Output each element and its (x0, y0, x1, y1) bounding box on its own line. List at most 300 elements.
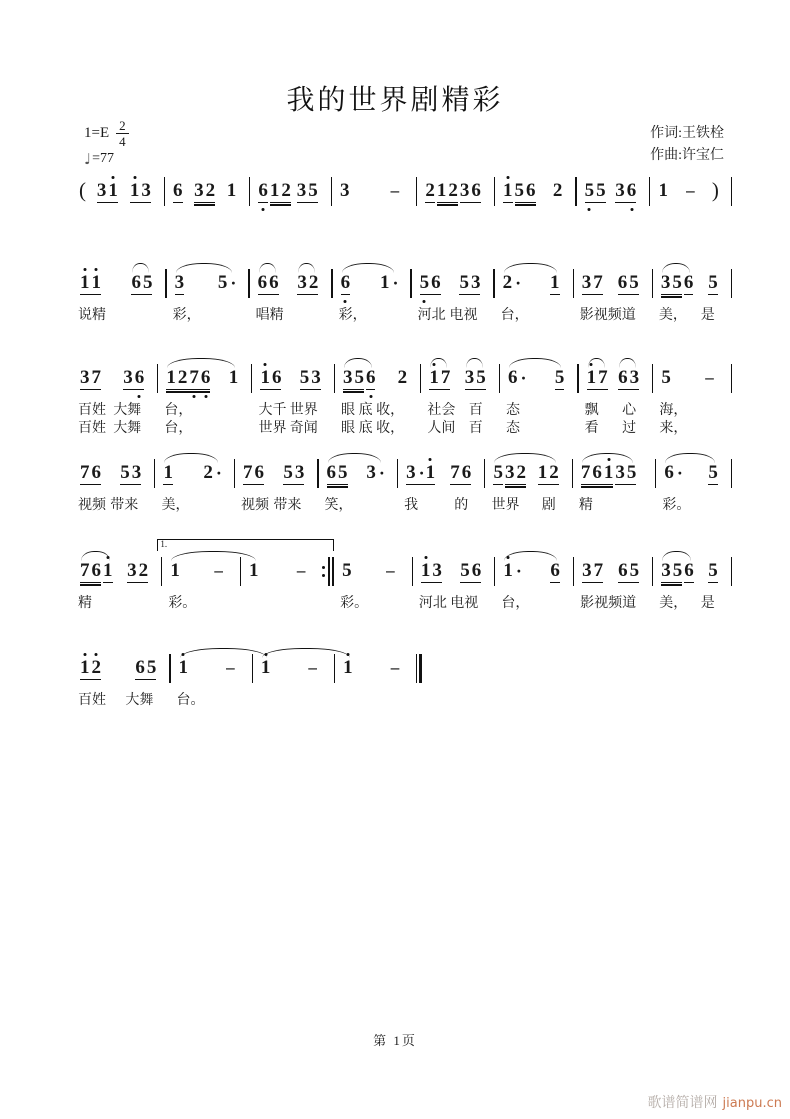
notes-row (72, 268, 165, 298)
note: 1 (80, 273, 90, 293)
note-group (248, 561, 260, 586)
notes-row (235, 458, 317, 488)
note-group (386, 658, 405, 683)
notes-row (653, 363, 730, 393)
note: 6 (592, 462, 602, 483)
lyric-syllable: 大舞 (113, 403, 142, 418)
lyric-line (495, 307, 573, 325)
measure (332, 176, 416, 206)
octave-dot-below (344, 300, 347, 303)
beam-underline (582, 582, 603, 583)
lyric-line (653, 420, 730, 438)
lyric-syllable: 河北 (417, 308, 446, 323)
octave-dot-below (369, 395, 372, 398)
beam-underline (260, 389, 281, 390)
key-signature: 1=E (84, 125, 110, 141)
octave-dot-above (83, 653, 86, 656)
measure (72, 556, 161, 613)
close-paren: ) (711, 178, 719, 202)
note: 2 (397, 367, 408, 388)
lyric-syllable: 台， (500, 308, 529, 323)
beam-underline (684, 582, 694, 583)
note-group (552, 181, 564, 206)
slur (176, 263, 233, 273)
note: 1 (80, 658, 90, 678)
lyric-syllable: 态 (505, 421, 520, 436)
note: 5 (661, 367, 671, 388)
measure (653, 363, 730, 438)
lyric-syllable: 彩， (338, 308, 367, 323)
beam-underline (708, 582, 718, 583)
note-group (79, 463, 102, 488)
note: 1 (92, 273, 102, 293)
note-group (617, 561, 640, 586)
note: 5 (672, 272, 682, 293)
duration-dash: – (308, 658, 317, 677)
beam-underline (618, 294, 639, 295)
lyric-syllable: 态 (505, 403, 520, 418)
beam-underline (123, 389, 144, 390)
measures-row (72, 363, 732, 438)
note-group (296, 181, 319, 206)
beam-underline (460, 202, 481, 203)
note: 7 (593, 272, 603, 293)
slur (662, 551, 691, 561)
lyric-syllable: 带来 (273, 498, 302, 513)
note-group (259, 368, 282, 393)
note-group (217, 273, 237, 298)
augmentation-dot: · (378, 463, 385, 483)
lyric-syllable: 台， (164, 403, 193, 418)
note: 6 (201, 368, 211, 388)
note-group (79, 273, 102, 298)
lyric-line (252, 420, 333, 438)
lyric-line (574, 595, 652, 613)
beam-underline (585, 202, 606, 203)
note-group (269, 181, 292, 206)
measure (495, 268, 573, 325)
measure (412, 268, 494, 325)
note: 2 (516, 462, 526, 483)
lyric-line (158, 420, 251, 438)
note-group (129, 181, 152, 206)
note-cluster (660, 273, 695, 298)
beam-underline (243, 484, 264, 485)
beam-underline (618, 582, 639, 583)
beam-underline (80, 389, 101, 390)
final-barline (416, 654, 422, 683)
note: 1 (550, 272, 560, 293)
note-group (326, 463, 349, 488)
lyric-line (653, 595, 731, 613)
note-cluster (660, 561, 695, 586)
notes-row (577, 176, 650, 206)
note-group (617, 273, 640, 298)
octave-dot-above (424, 556, 427, 559)
score-system (72, 539, 732, 613)
note-group (580, 463, 615, 488)
beam-underline (581, 484, 614, 485)
measure (250, 268, 332, 325)
note: 6 (91, 462, 101, 483)
note: 1 (343, 658, 353, 678)
note: 5 (626, 462, 637, 483)
slur (504, 551, 557, 561)
note-group (193, 181, 216, 206)
note-group (707, 463, 719, 488)
note: 7 (593, 560, 604, 581)
note: 5 (476, 367, 486, 388)
note-group (209, 561, 228, 586)
lyric-line (495, 595, 573, 613)
note: 6 (271, 367, 282, 388)
beam-underline (550, 294, 560, 295)
lyric-syllable: 奇闻 (289, 421, 318, 436)
measure (72, 363, 157, 438)
lyric-line (319, 497, 397, 515)
note: 6 (431, 272, 441, 293)
notes-row (252, 363, 333, 393)
slur (81, 551, 110, 561)
note: 5 (146, 657, 157, 678)
note-group (504, 463, 527, 488)
lyric-syllable: 河北 (418, 596, 447, 611)
note-group (172, 181, 184, 206)
lyric-line (413, 595, 494, 613)
octave-dot-below (193, 395, 196, 398)
note-group (340, 273, 352, 298)
note-group (549, 561, 561, 586)
lyric-line (335, 402, 420, 420)
note: 2 (92, 658, 102, 678)
measures-row (72, 653, 422, 710)
note: 1 (604, 463, 614, 483)
measure (72, 268, 165, 325)
note: 3 (615, 180, 625, 201)
lyric-syllable: 电视 (450, 596, 479, 611)
barline (416, 654, 417, 683)
note-group (341, 561, 353, 586)
note: 1 (537, 462, 548, 483)
note: 5 (585, 181, 595, 201)
volta-bracket (157, 539, 334, 551)
beam-underline (550, 582, 560, 583)
time-denominator: 4 (119, 134, 126, 149)
note: 6 (526, 180, 536, 201)
beam-underline (406, 484, 435, 485)
beam-underline (684, 294, 694, 295)
note-group (174, 273, 186, 298)
note: 3 (464, 367, 475, 388)
note: 3 (504, 462, 515, 483)
slur (180, 648, 268, 658)
measure (577, 176, 650, 206)
note-group (242, 463, 265, 488)
measure (574, 556, 652, 613)
octave-dot-below (423, 300, 426, 303)
repeat-dot (322, 566, 325, 569)
lyric-syllable: 视频 (241, 498, 270, 513)
lyric-line (500, 402, 577, 420)
lyric-syllable: 收， (376, 421, 405, 436)
measure (413, 556, 494, 613)
slur (466, 358, 483, 368)
lyric-line (167, 307, 249, 325)
beam-underline (135, 679, 156, 680)
note: 6 (617, 272, 628, 293)
note: 6 (471, 560, 482, 581)
note-group (428, 368, 451, 393)
beam-underline (555, 389, 565, 390)
octave-dot-below (588, 208, 591, 211)
lyric-syllable: 百 (468, 421, 483, 436)
note-group (79, 561, 102, 586)
beam-underline (505, 484, 526, 485)
beam-underline (80, 582, 101, 583)
slur (662, 263, 691, 273)
note: 5 (308, 180, 318, 201)
lyric-line (335, 420, 420, 438)
beam-underline (459, 294, 480, 295)
note-group (707, 561, 719, 586)
measure (500, 363, 577, 438)
measure (72, 653, 169, 710)
lyric-syllable: 百姓 (78, 421, 106, 436)
note: 6 (618, 367, 628, 388)
note-group (663, 463, 683, 488)
note: 6 (135, 657, 145, 678)
note-group (102, 561, 114, 586)
octave-dot-below (262, 208, 265, 211)
beam-underline (297, 202, 318, 203)
note-group (342, 368, 365, 393)
slur (342, 263, 395, 273)
note-group (459, 181, 482, 206)
measure (162, 556, 240, 613)
measure (579, 363, 653, 438)
beam-underline (258, 294, 279, 295)
note: 5 (629, 560, 640, 581)
lyric-line (653, 402, 730, 420)
note-group (707, 273, 719, 298)
note-group (581, 273, 604, 298)
beam-underline (343, 389, 364, 390)
note: 3 (141, 180, 151, 201)
note: 3 (131, 462, 142, 483)
note: 6 (91, 560, 101, 581)
note-group (424, 181, 436, 206)
note: 2 (502, 272, 513, 293)
barline (419, 654, 422, 683)
note: 3 (406, 462, 416, 483)
lyric-line (158, 402, 251, 420)
beam-underline (131, 294, 152, 295)
note: 6 (257, 272, 268, 293)
beam-underline (708, 484, 718, 485)
beam-underline (194, 204, 215, 205)
measure (158, 363, 251, 438)
octave-dot-above (264, 363, 267, 366)
note: 6 (258, 181, 268, 201)
lyric-syllable: 百姓 (78, 403, 106, 418)
note: 5 (708, 462, 718, 483)
note: 1 (108, 181, 118, 201)
measure (72, 176, 164, 206)
note-group (119, 463, 142, 488)
lyric-syllable: 影视 (580, 596, 609, 611)
note-group (96, 181, 119, 206)
note: 3 (582, 560, 592, 581)
slur (328, 453, 381, 463)
note-group (339, 181, 351, 206)
beam-underline (173, 202, 183, 203)
beam-underline (166, 389, 210, 390)
lyric-syllable: 社会 (427, 403, 456, 418)
note: 2 (203, 462, 213, 483)
lyric-line (574, 307, 652, 325)
note: 6 (135, 368, 145, 388)
lyric-line (653, 307, 731, 325)
measure (252, 363, 333, 438)
lyric-line (485, 497, 571, 515)
augmentation-dot: · (392, 273, 399, 293)
tempo-marking (84, 150, 114, 168)
lyric-syllable: 彩。 (340, 596, 369, 611)
page-number: 第 1页 (373, 1033, 417, 1048)
note-cluster (492, 463, 527, 488)
notes-row (574, 268, 652, 298)
note-group (502, 273, 522, 298)
lyric-line (333, 307, 411, 325)
duration-dash: – (226, 658, 235, 677)
note: 7 (243, 462, 253, 483)
beam-underline (120, 484, 141, 485)
measure (398, 458, 484, 515)
lyric-syllable: 美， (659, 596, 688, 611)
note: 7 (80, 560, 90, 581)
note: 3 (194, 180, 204, 201)
note-group (502, 181, 514, 206)
note: 6 (627, 181, 637, 201)
note: 1 (421, 561, 431, 581)
lyric-syllable: 视频 (78, 498, 106, 513)
note: 1 (269, 180, 280, 201)
note: 3 (432, 560, 442, 581)
note: 6 (664, 462, 674, 483)
slur (344, 358, 373, 368)
note-group (537, 463, 560, 488)
measure (235, 458, 317, 515)
lyric-syllable: 人间 (427, 421, 456, 436)
note: 1 (503, 181, 513, 201)
notes-row (650, 176, 730, 206)
beam-underline (515, 202, 536, 203)
slur (262, 648, 350, 658)
lyric-syllable: 世界 (258, 421, 287, 436)
beam-underline (80, 679, 101, 680)
note: 3 (339, 180, 350, 201)
note-group (134, 658, 157, 683)
duration-dash: – (705, 368, 714, 387)
note-group (257, 181, 269, 206)
augmentation-dot: · (676, 463, 683, 483)
note: 1 (658, 180, 668, 201)
lyric-line (252, 402, 333, 420)
octave-dot-above (95, 653, 98, 656)
slur (582, 453, 634, 463)
note-group (514, 181, 537, 206)
note-group (586, 368, 609, 393)
note: 2 (281, 180, 291, 201)
slur (665, 453, 714, 463)
barline (328, 557, 329, 586)
note: 3 (127, 560, 137, 581)
note: 1 (179, 658, 189, 678)
note: 5 (514, 180, 525, 201)
note-cluster (79, 561, 114, 586)
octave-dot-below (138, 395, 141, 398)
note: 6 (173, 180, 183, 201)
note-group (126, 561, 149, 586)
lyric-syllable: 台， (164, 421, 193, 436)
note: 7 (598, 367, 608, 388)
beam-underline (166, 391, 210, 392)
note: 3 (615, 462, 625, 483)
note: 5 (299, 367, 310, 388)
lyric-line (412, 307, 494, 325)
notes-row (417, 176, 494, 206)
beam-underline (258, 202, 268, 203)
beam-underline (80, 584, 101, 585)
note: 5 (460, 560, 470, 581)
note-group (502, 561, 522, 586)
note-group (397, 368, 409, 393)
note: 1 (228, 367, 239, 388)
note-cluster (580, 463, 638, 488)
octave-dot-below (204, 395, 207, 398)
beam-underline (97, 202, 118, 203)
note: 3 (366, 462, 376, 483)
slur (132, 263, 149, 273)
note: 3 (96, 180, 107, 201)
beam-underline (661, 584, 682, 585)
measure (653, 268, 731, 325)
note: 1 (429, 368, 439, 388)
beam-underline (127, 582, 148, 583)
beam-underline (425, 202, 435, 203)
note: 5 (283, 462, 293, 483)
measures-row (72, 556, 732, 613)
measure (319, 458, 397, 515)
lyric-syllable: 说精 (78, 308, 106, 323)
note-group (296, 273, 319, 298)
note: 6 (683, 272, 694, 293)
notes-row (495, 176, 575, 206)
barline (731, 177, 732, 206)
note: 5 (217, 272, 228, 293)
note: 7 (80, 462, 90, 483)
note-group (681, 181, 700, 206)
note: 5 (708, 560, 718, 581)
beam-underline (80, 294, 101, 295)
beam-underline (300, 389, 321, 390)
lyric-syllable: 电视 (449, 308, 478, 323)
note-group (660, 561, 683, 586)
beam-underline (327, 486, 348, 487)
beam-underline (538, 484, 559, 485)
note: 2 (205, 180, 216, 201)
note-group (554, 368, 566, 393)
